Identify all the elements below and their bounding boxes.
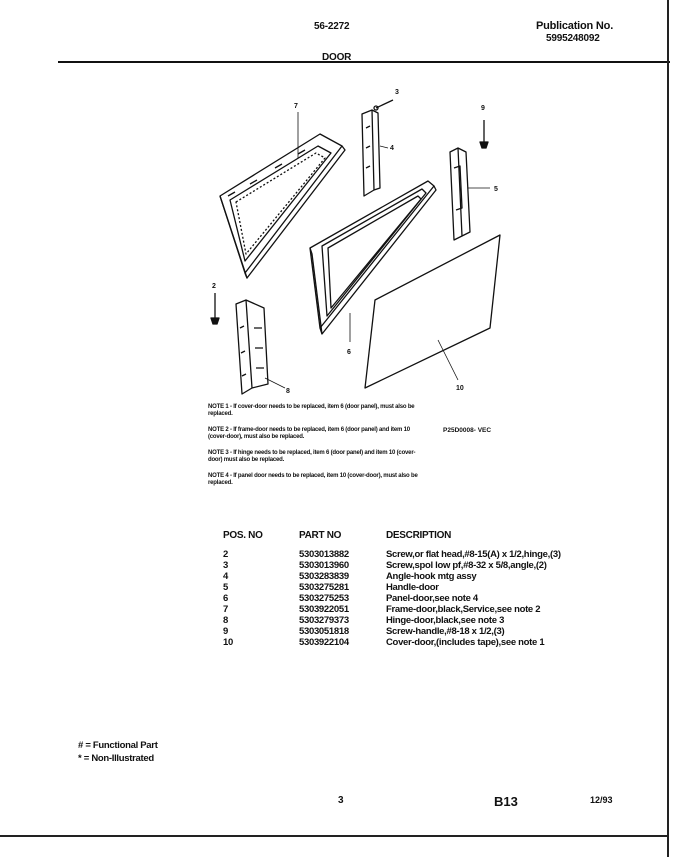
pos-cell: 6 bbox=[223, 593, 228, 604]
diagram-code: P25D0008- VEC bbox=[443, 427, 492, 434]
callout-8: 8 bbox=[286, 388, 290, 395]
note-3: NOTE 3 - If hinge needs to be replaced, item 6 (door panel) and item 10 (cover-door) must also be replaced. bbox=[208, 450, 416, 463]
screw-2-drawing bbox=[211, 293, 219, 324]
page-number: 3 bbox=[338, 795, 344, 806]
note-2: NOTE 2 - If frame-door needs to be replaced, item 6 (door panel) and item 10 (cover-door), must also be replaced. bbox=[208, 427, 410, 440]
desc-cell: Hinge-door,black,see note 3 bbox=[386, 615, 505, 626]
handle-door-drawing bbox=[450, 148, 470, 240]
page-edge-bottom bbox=[0, 835, 669, 837]
cover-door-drawing bbox=[365, 235, 500, 388]
table-row bbox=[223, 593, 586, 604]
angle-hook-drawing bbox=[362, 110, 380, 196]
part-cell: 5303013882 bbox=[299, 549, 349, 560]
table-row bbox=[223, 571, 586, 582]
table-row bbox=[223, 549, 586, 560]
table-row bbox=[223, 615, 586, 626]
table-row bbox=[223, 560, 586, 571]
col-desc-header: DESCRIPTION bbox=[386, 530, 452, 541]
callout-4: 4 bbox=[390, 145, 394, 152]
part-cell: 5303922051 bbox=[299, 604, 349, 615]
screw-9-drawing bbox=[480, 120, 488, 148]
part-cell: 5303922104 bbox=[299, 637, 349, 648]
part-cell: 5303275253 bbox=[299, 593, 349, 604]
table-row bbox=[223, 626, 586, 637]
pos-cell: 10 bbox=[223, 637, 233, 648]
pos-cell: 8 bbox=[223, 615, 228, 626]
publication-label: Publication No. bbox=[536, 20, 614, 32]
legend-functional: # = Functional Part bbox=[78, 740, 158, 751]
table-row bbox=[223, 604, 586, 615]
pos-cell: 2 bbox=[223, 549, 228, 560]
revision-date: 12/93 bbox=[590, 795, 613, 805]
callout-5: 5 bbox=[494, 186, 498, 193]
callout-2: 2 bbox=[212, 283, 216, 290]
part-cell: 5303279373 bbox=[299, 615, 349, 626]
pos-cell: 5 bbox=[223, 582, 228, 593]
parts-table-header bbox=[223, 530, 586, 549]
table-row bbox=[223, 637, 586, 648]
desc-cell: Screw-handle,#8-18 x 1/2,(3) bbox=[386, 626, 505, 637]
table-row bbox=[223, 582, 586, 593]
hinge-door-drawing bbox=[236, 300, 268, 394]
header-rule bbox=[58, 61, 670, 63]
pos-cell: 9 bbox=[223, 626, 228, 637]
desc-cell: Screw,or flat head,#8-15(A) x 1/2,hinge,(3) bbox=[386, 549, 561, 560]
desc-cell: Frame-door,black,Service,see note 2 bbox=[386, 604, 541, 615]
exploded-door-diagram bbox=[190, 78, 530, 408]
desc-cell: Handle-door bbox=[386, 582, 439, 593]
part-cell: 5303275281 bbox=[299, 582, 349, 593]
desc-cell: Angle-hook mtg assy bbox=[386, 571, 477, 582]
note-4: NOTE 4 - If panel door needs to be replaced, item 10 (cover-door), must also be replaced. bbox=[208, 473, 418, 486]
page-edge-right bbox=[667, 0, 669, 857]
callout-6: 6 bbox=[347, 349, 351, 356]
desc-cell: Panel-door,see note 4 bbox=[386, 593, 478, 604]
callout-3: 3 bbox=[395, 89, 399, 96]
section-code: B13 bbox=[494, 794, 518, 809]
model-number: 56-2272 bbox=[314, 21, 350, 32]
desc-cell: Screw,spol low pf,#8-32 x 5/8,angle,(2) bbox=[386, 560, 547, 571]
section-title: DOOR bbox=[322, 52, 352, 63]
col-pos-header: POS. NO bbox=[223, 530, 263, 541]
pos-cell: 4 bbox=[223, 571, 228, 582]
callout-9: 9 bbox=[481, 105, 485, 112]
pos-cell: 7 bbox=[223, 604, 228, 615]
part-cell: 5303051818 bbox=[299, 626, 349, 637]
part-cell: 5303013960 bbox=[299, 560, 349, 571]
parts-table bbox=[223, 530, 586, 648]
note-1: NOTE 1 - If cover-door needs to be replaced, item 6 (door panel), must also be replaced. bbox=[208, 404, 415, 417]
part-cell: 5303283839 bbox=[299, 571, 349, 582]
callout-10: 10 bbox=[456, 385, 464, 392]
publication-number: 5995248092 bbox=[546, 33, 600, 44]
col-part-header: PART NO bbox=[299, 530, 342, 541]
pos-cell: 3 bbox=[223, 560, 228, 571]
desc-cell: Cover-door,(includes tape),see note 1 bbox=[386, 637, 545, 648]
legend-non-illustrated: * = Non-Illustrated bbox=[78, 753, 154, 764]
callout-7: 7 bbox=[294, 103, 298, 110]
screw-3-drawing bbox=[374, 100, 393, 110]
